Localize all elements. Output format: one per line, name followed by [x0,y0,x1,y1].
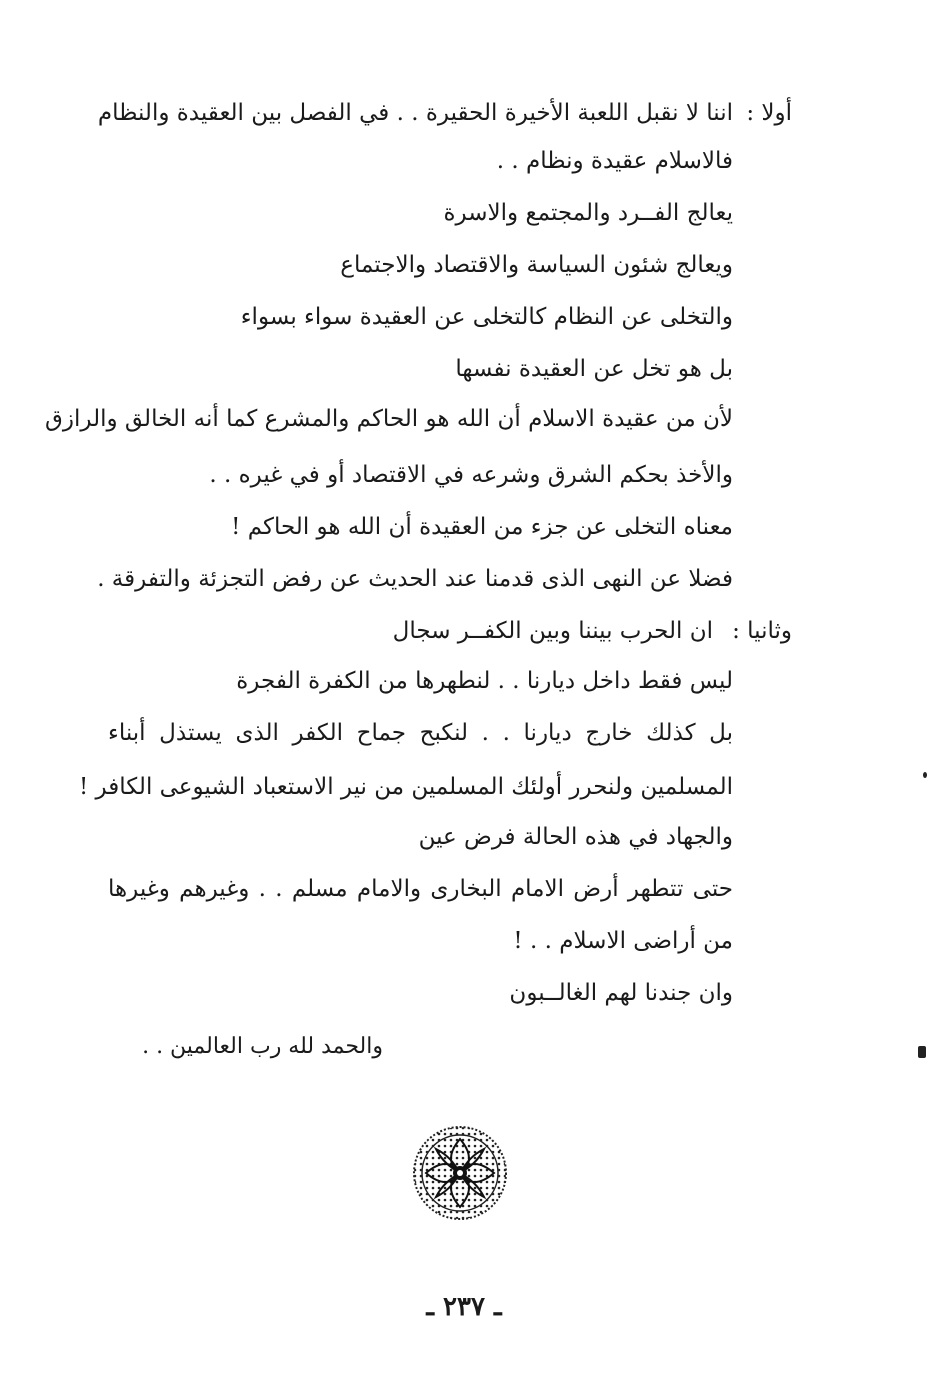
text-line-4: ويعالج شئون السياسة والاقتصاد والاجتماع [340,252,733,278]
text-line-13: بل كذلك خارج ديارنا . . لنكبح جماح الكفر الذى يستذل أبناء [108,720,733,746]
text-line-7: لأن من عقيدة الاسلام أن الله هو الحاكم والمشرع كما أنه الخالق والرازق [45,406,733,432]
text-line-2: فالاسلام عقيدة ونظام . . [496,148,733,174]
text-line-18: وان جندنا لهم الغالــبون [509,980,733,1006]
text-line-6: بل هو تخل عن العقيدة نفسها [455,356,733,382]
closing-line: والحمد لله رب العالمين . . [142,1034,383,1059]
section-label-second: وثانيا : [732,618,792,644]
text-line-17: من أراضى الاسلام . . ! [513,928,733,954]
text-line-8: والأخذ بحكم الشرق وشرعه في الاقتصاد أو في غيره . . [209,462,733,488]
page-number: ـ ٢٣٧ ـ [426,1292,502,1322]
text-line-10: فضلا عن النهى الذى قدمنا عند الحديث عن رفض التجزئة والتفرقة . [97,566,733,592]
scan-edge-mark [923,772,927,778]
scan-edge-mark [918,1046,926,1058]
text-line-16: حتى تتطهر أرض الامام البخارى والامام مسلم . . وغيرهم وغيرها [108,876,733,902]
text-line-14: المسلمين ولنحرر أولئك المسلمين من نير الاستعباد الشيوعى الكافر ! [78,774,733,800]
text-line-11: ان الحرب بيننا وبين الكفــر سجال [392,618,713,644]
text-line-12: ليس فقط داخل ديارنا . . لنطهرها من الكفرة الفجرة [236,668,733,694]
text-line-3: يعالج الفــرد والمجتمع والاسرة [443,200,733,226]
circular-arabesque-ornament-icon [412,1125,508,1221]
text-line-15: والجهاد في هذه الحالة فرض عين [418,824,733,850]
section-label-first: أولا : [746,100,792,126]
text-line-9: معناه التخلى عن جزء من العقيدة أن الله هو الحاكم ! [231,514,733,540]
text-line-5: والتخلى عن النظام كالتخلى عن العقيدة سواء بسواء [240,304,733,330]
text-line-1: اننا لا نقبل اللعبة الأخيرة الحقيرة . . في الفصل بين العقيدة والنظام [97,100,733,126]
